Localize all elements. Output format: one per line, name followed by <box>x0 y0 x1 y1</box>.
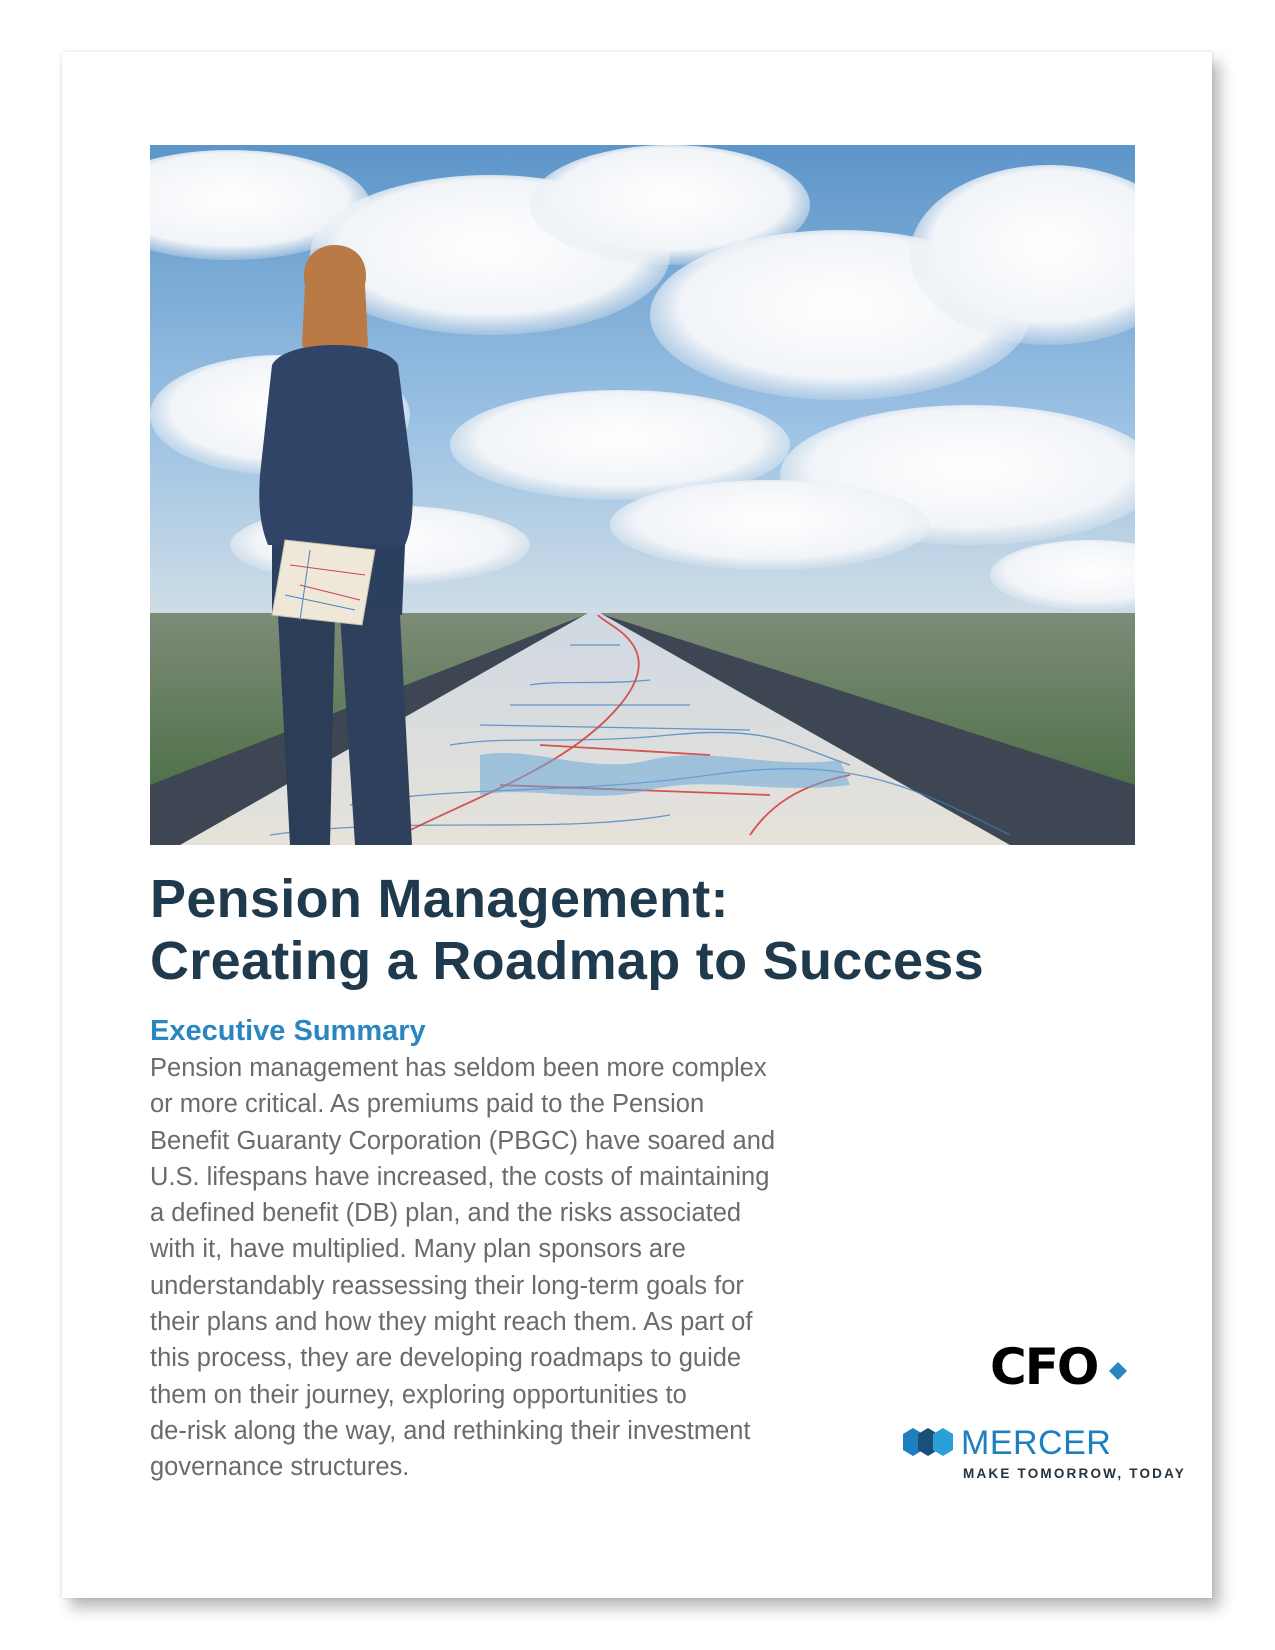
summary-line: understandably reassessing their long-term goals for <box>150 1271 744 1300</box>
cfo-diamond-icon <box>1109 1362 1127 1380</box>
cfo-logo <box>990 1338 1140 1392</box>
summary-line: or more critical. As premiums paid to the Pension <box>150 1090 705 1119</box>
cfo-logo-text: CFO <box>990 1338 1098 1392</box>
executive-summary-paragraph <box>150 1050 885 1486</box>
summary-line: U.S. lifespans have increased, the costs of maintaining <box>150 1162 770 1191</box>
mercer-tagline: MAKE TOMORROW, TODAY <box>963 1466 1187 1481</box>
summary-line: their plans and how they might reach them. As part of <box>150 1308 753 1337</box>
title-line-1: Pension Management: <box>150 869 729 929</box>
mercer-mark-icon <box>903 1428 953 1456</box>
summary-line: governance structures. <box>150 1453 410 1482</box>
section-heading: Executive Summary <box>150 1015 426 1047</box>
mercer-logo <box>903 1424 1187 1484</box>
summary-line: a defined benefit (DB) plan, and the risks associated <box>150 1199 742 1228</box>
summary-line: Benefit Guaranty Corporation (PBGC) have soared and <box>150 1126 776 1155</box>
cover-photo <box>150 145 1135 845</box>
summary-line: de-risk along the way, and rethinking their investment <box>150 1416 751 1445</box>
summary-line: this process, they are developing roadmaps to guide <box>150 1344 742 1373</box>
summary-line: with it, have multiplied. Many plan sponsors are <box>150 1235 686 1264</box>
document-title <box>150 868 1150 992</box>
title-line-2: Creating a Roadmap to Success <box>150 931 984 991</box>
summary-line: them on their journey, exploring opportunities to <box>150 1380 687 1409</box>
cover-photo-illustration <box>150 145 1135 845</box>
mercer-wordmark: MERCER <box>961 1424 1112 1462</box>
summary-line: Pension management has seldom been more complex <box>150 1054 767 1082</box>
